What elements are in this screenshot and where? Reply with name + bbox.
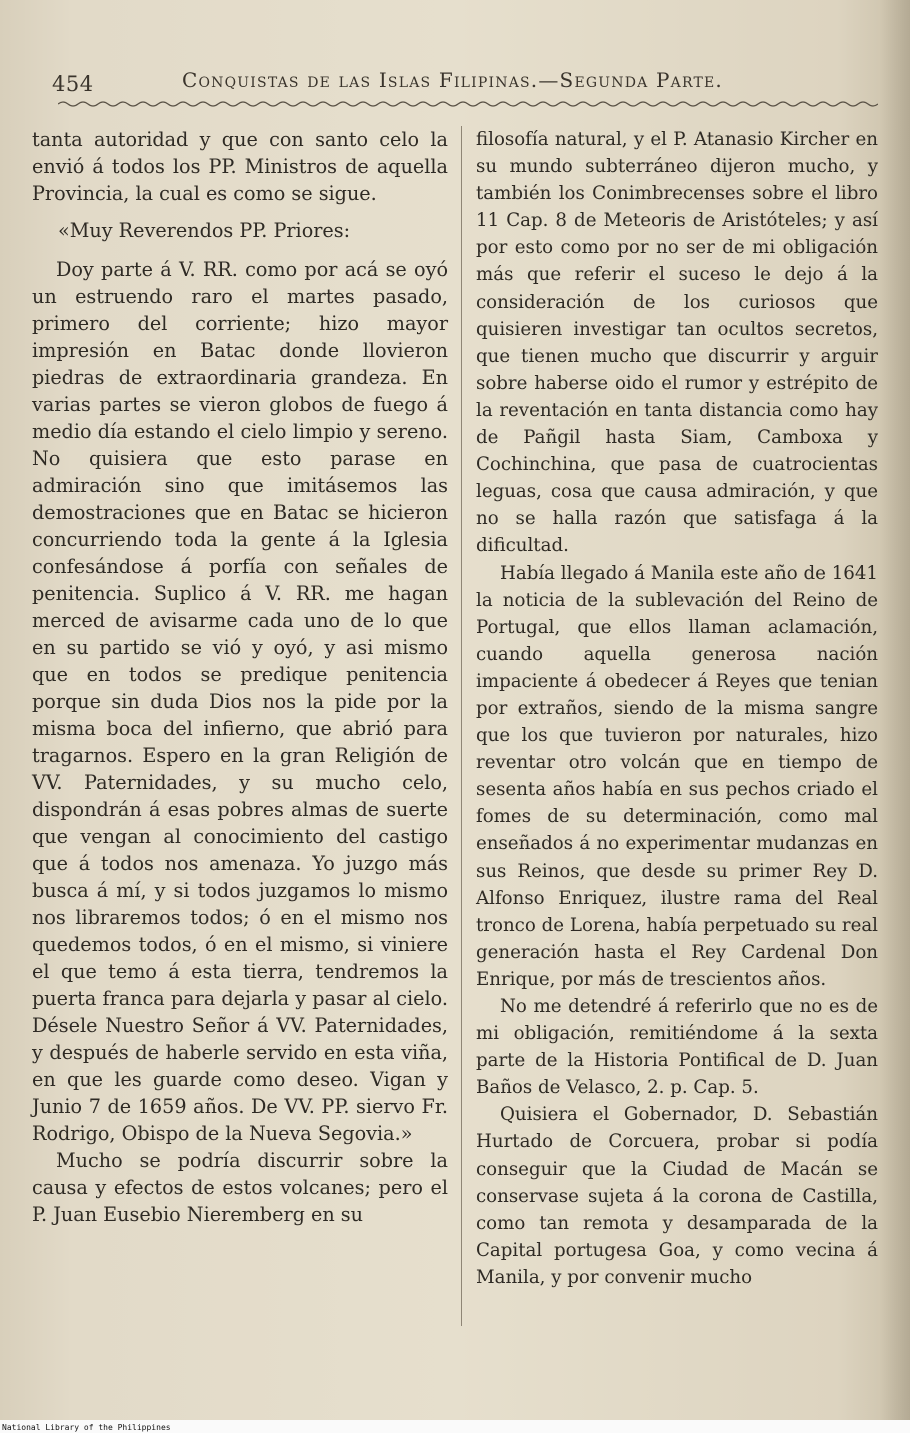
right-paragraph-1: filosofía natural, y el P. Atanasio Kircher en su mundo subterráneo dijeron mucho, y también los Conimbrecenses sobre el libro 11 Cap. 8 de Meteoris de Aristóteles; y así por esto como por no ser de mi obligación más que referir el suceso le dejo á la consideración de los curiosos que quisieren investigar tan ocultos secretos, que tienen mucho que discurrir y arguir sobre haberse oido el rumor y estrépito de la reventación en tanta distancia como hay de Pañgil hasta Siam, Camboxa y Cochinchina, que pasa de cuatrocientas leguas, cosa que causa admiración, y que no se halla razón que satisfaga á la dificultad. xyxy=(476,129,878,557)
left-paragraph-3: Mucho se podría discurrir sobre la causa y efectos de estos volcanes; pero el P. Juan Eusebio Nieremberg en su xyxy=(32,1149,448,1226)
column-divider xyxy=(461,126,462,1326)
page-number: 454 xyxy=(52,72,94,96)
right-paragraph-3: No me detendré á referirlo que no es de mi obligación, remitiéndome á la sexta parte de la Historia Pontifical de D. Juan Baños de Velasco, 2. p. Cap. 5. xyxy=(476,996,878,1099)
decorative-wavy-rule xyxy=(58,100,878,108)
letter-salutation: «Muy Reverendos PP. Priores: xyxy=(58,219,351,242)
right-paragraph-2: Había llegado á Manila este año de 1641 la noticia de la sublevación del Reino de Portugal, que ellos llaman aclamación, cuando aquella generosa nación impaciente á obedecer á Reyes que tenian por extraños, siendo de la misma sangre que los que tuvieron por naturales, hizo reventar otro volcán que en tiempo de sesenta años había en sus pechos criado el fomes de su determinación, como mal enseñados á no experimentar mudanzas en sus Reinos, que desde su primer Rey D. Alfonso Enriquez, ilustre rama del Real tronco de Lorena, había perpetuado su real generación hasta el Rey Cardenal Don Enrique, por más de trescientos años. xyxy=(476,562,878,990)
library-credit: National Library of the Philippines xyxy=(2,1423,171,1432)
page-edge-shadow xyxy=(880,0,910,1420)
left-column xyxy=(32,126,448,1228)
right-paragraph-4: Quisiera el Gobernador, D. Sebastián Hurtado de Corcuera, probar si podía conseguir que la Ciudad de Macán se conservase sujeta á la corona de Castilla, como tan remota y desamparada de la Capital portugesa Goa, y como vecina á Manila, y por convenir mucho xyxy=(476,1104,878,1288)
running-title: Conquistas de las Islas Filipinas.—Segunda Parte. xyxy=(182,68,723,92)
page-header xyxy=(52,60,872,100)
left-paragraph-1: tanta autoridad y que con santo celo la envió á todos los PP. Ministros de aquella Provincia, la cual es como se sigue. xyxy=(32,128,448,205)
right-column xyxy=(476,126,878,1291)
letter-body: Doy parte á V. RR. como por acá se oyó un estruendo raro el martes pasado, primero del corriente; hizo mayor impresión en Batac donde llovieron piedras de extraordinaria grandeza. En varias partes se vieron globos de fuego á medio día estando el cielo limpio y sereno. No quisiera que esto parase en admiración sino que imitásemos las demostraciones que en Batac se hicieron concurriendo toda la gente á la Iglesia confesándose á porfía con señales de penitencia. Suplico á V. RR. me hagan merced de avisarme cada uno de lo que en su partido se vió y oyó, y asi mismo que en todos se predique penitencia porque sin duda Dios nos la pide por la misma boca del infierno, que abrió para tragarnos. Espero en la gran Religión de VV. Paternidades, y su mucho celo, dispondrán á esas pobres almas de suerte que vengan al conocimiento del castigo que á todos nos amenaza. Yo juzgo más busca á mí, y si todos juzgamos lo mismo nos libraremos todos; ó en el mismo nos quedemos todos, ó en el mismo, si viniere el que temo á esta tierra, tendremos la puerta franca para dejarla y pasar al cielo. Désele Nuestro Señor á VV. Paternidades, y después de haberle servido en esta viña, en que les guarde como deseo. Vigan y Junio 7 de 1659 años. De VV. PP. siervo Fr. Rodrigo, Obispo de la Nueva Segovia.» xyxy=(32,258,448,1145)
